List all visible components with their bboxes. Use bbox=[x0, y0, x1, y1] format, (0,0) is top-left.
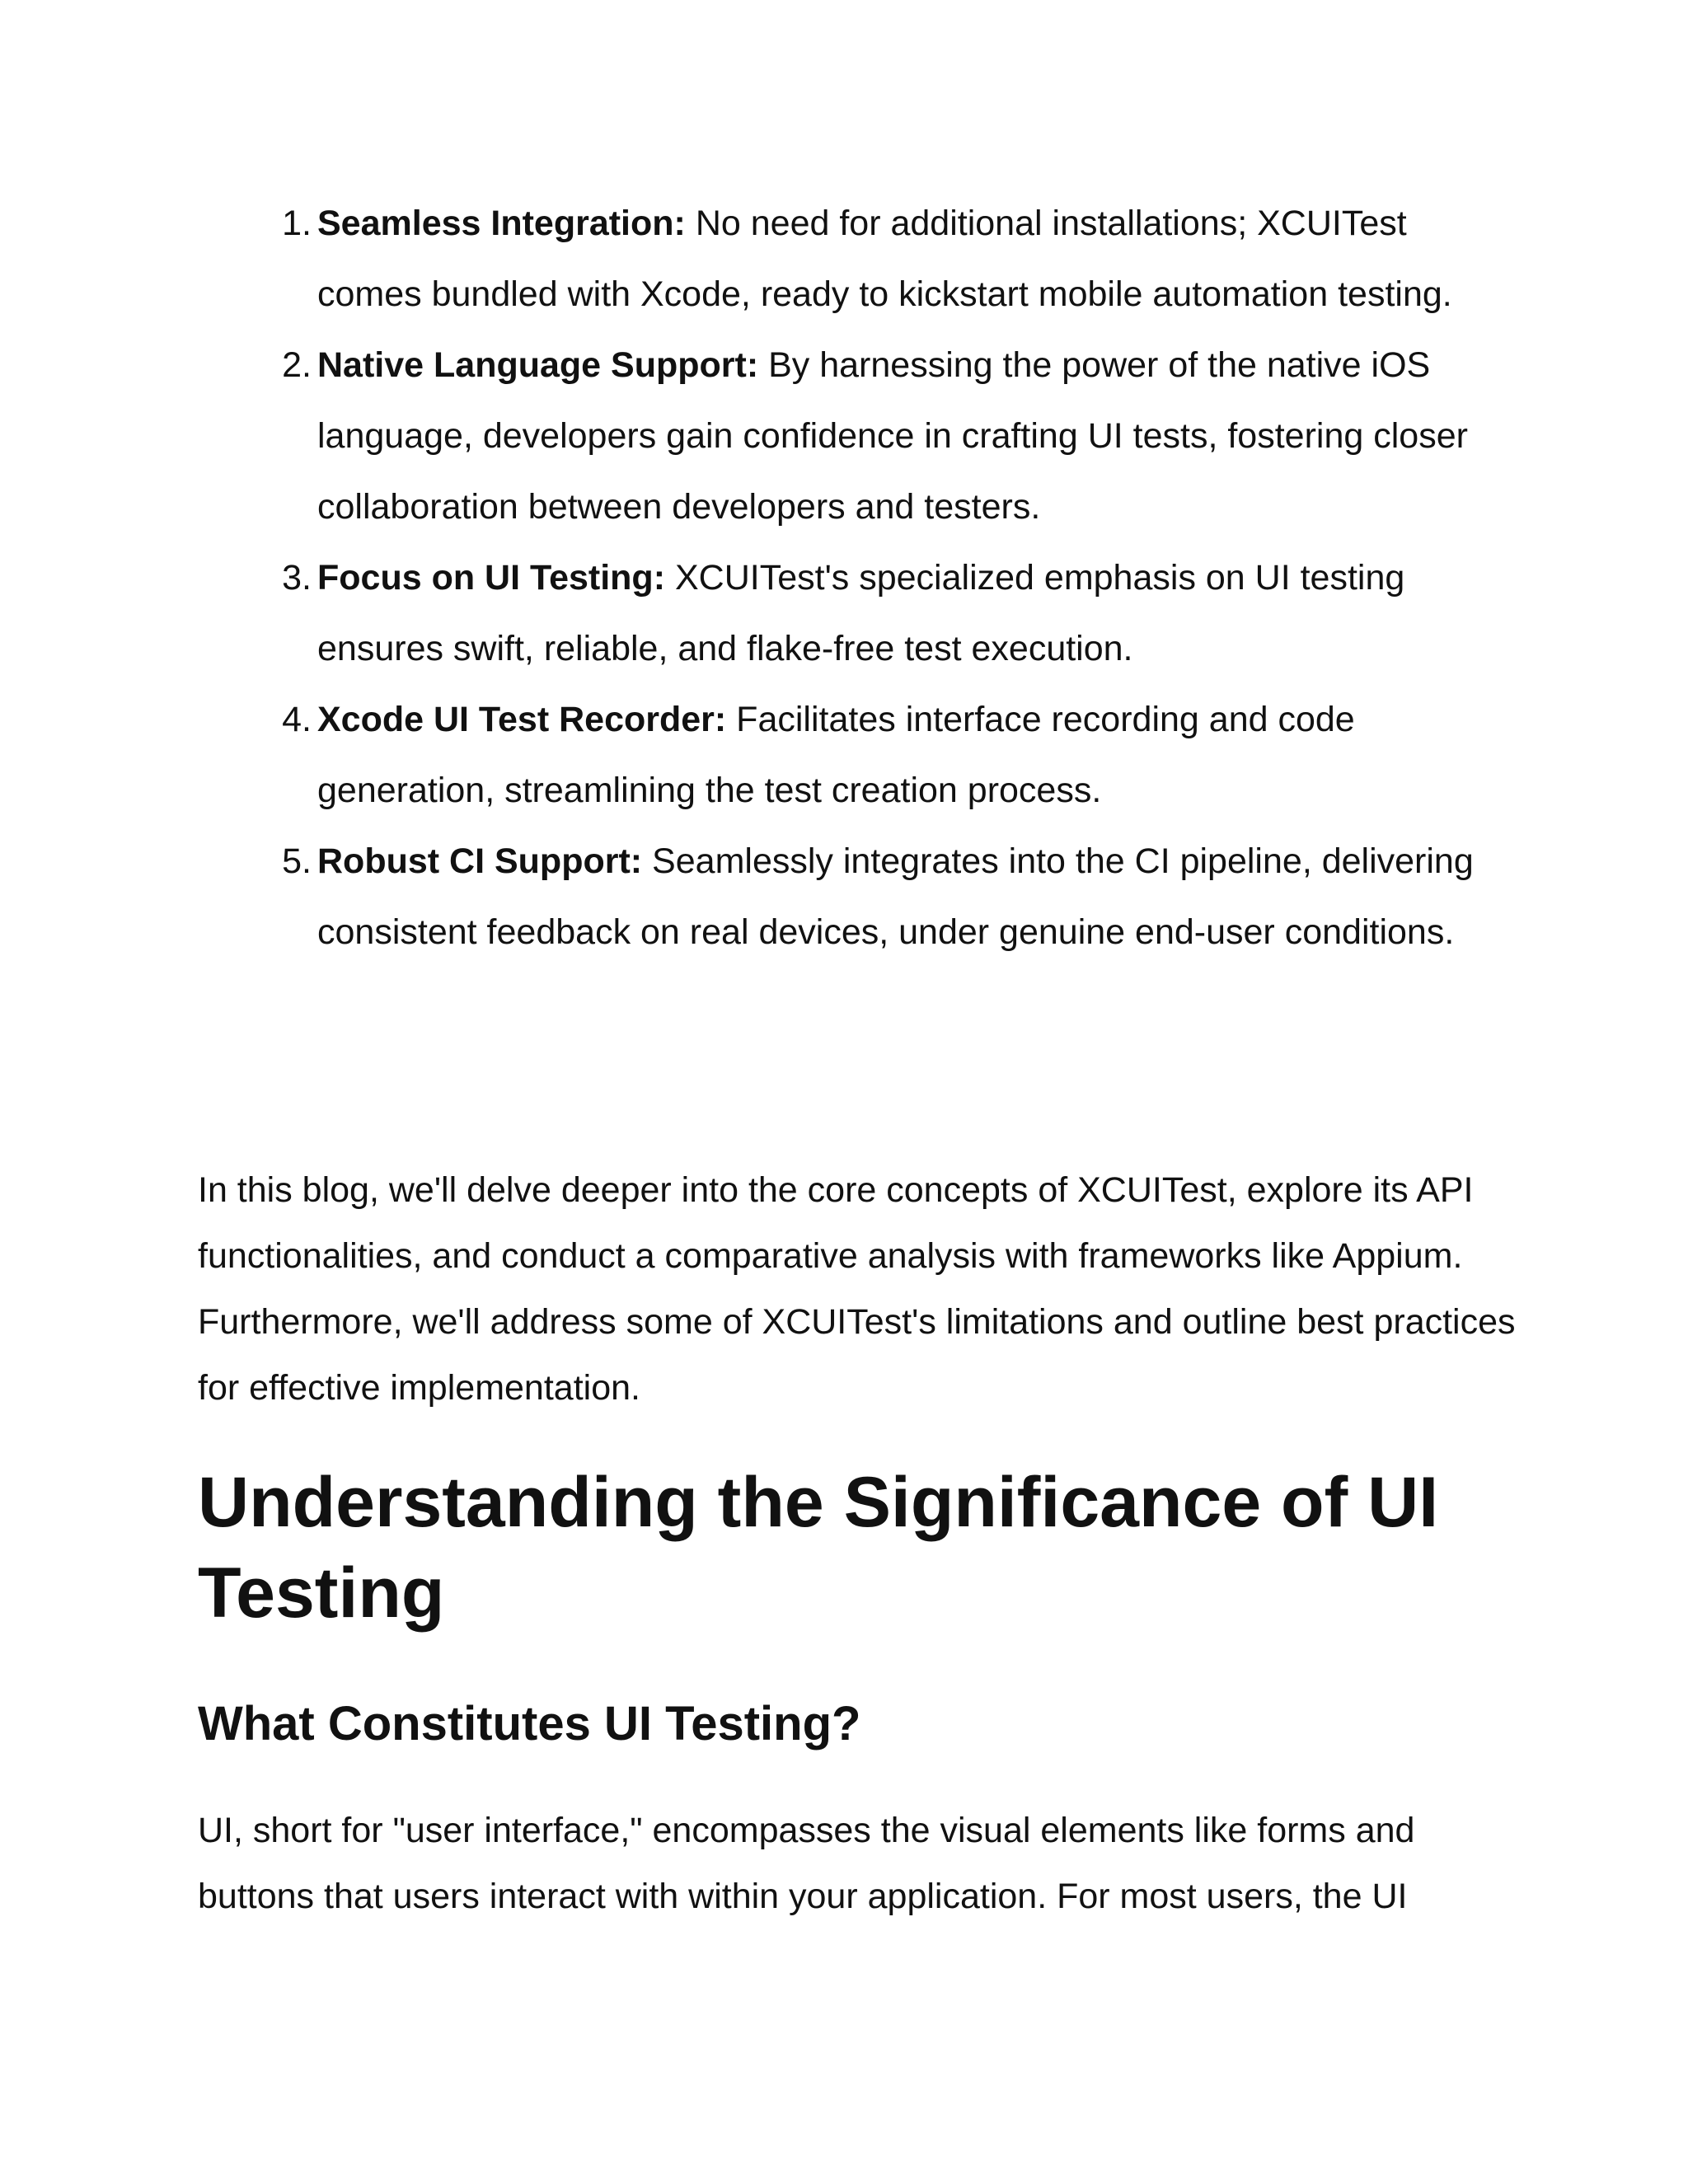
list-item-title: Native Language Support: bbox=[317, 345, 759, 385]
list-item-text: No need for additional installations; XCUITest comes bundled with Xcode, ready to kickstart mobile automation testing. bbox=[317, 204, 1452, 314]
list-item bbox=[198, 188, 1517, 330]
list-item-number: 3. bbox=[282, 558, 312, 598]
list-item-number: 1. bbox=[282, 204, 312, 243]
body-paragraph: UI, short for "user interface," encompasses the visual elements like forms and buttons that users interact with within your application. For most users, the UI bbox=[198, 1811, 1415, 1916]
list-item-title: Robust CI Support: bbox=[317, 841, 643, 881]
list-item-text: Seamlessly integrates into the CI pipeline, delivering consistent feedback on real devices, under genuine end-user conditions. bbox=[317, 841, 1474, 952]
list-item bbox=[198, 684, 1517, 826]
list-item bbox=[198, 542, 1517, 684]
list-item-title: Seamless Integration: bbox=[317, 204, 686, 243]
intro-paragraph: In this blog, we'll delve deeper into the core concepts of XCUITest, explore its API functionalities, and conduct a comparative analysis with frameworks like Appium. Furthermore, we'll address some of XCUITest's limitations and outline best practices for effective implementation. bbox=[198, 1170, 1516, 1408]
list-item-number: 4. bbox=[282, 700, 312, 739]
list-item bbox=[198, 826, 1517, 968]
list-item-number: 5. bbox=[282, 841, 312, 881]
list-item-text: XCUITest's specialized emphasis on UI testing ensures swift, reliable, and flake-free test execution. bbox=[317, 558, 1405, 668]
subsection-heading: What Constitutes UI Testing? bbox=[198, 1697, 861, 1750]
list-item bbox=[198, 330, 1517, 542]
list-item-title: Focus on UI Testing: bbox=[317, 558, 666, 598]
list-item-text: By harnessing the power of the native iOS language, developers gain confidence in crafting UI tests, fostering closer collaboration between developers and testers. bbox=[317, 345, 1468, 527]
list-item-text: Facilitates interface recording and code generation, streamlining the test creation process. bbox=[317, 700, 1355, 810]
list-item-number: 2. bbox=[282, 345, 312, 385]
feature-list bbox=[198, 188, 1517, 968]
list-item-title: Xcode UI Test Recorder: bbox=[317, 700, 727, 739]
section-heading: Understanding the Significance of UI Testing bbox=[198, 1463, 1439, 1633]
